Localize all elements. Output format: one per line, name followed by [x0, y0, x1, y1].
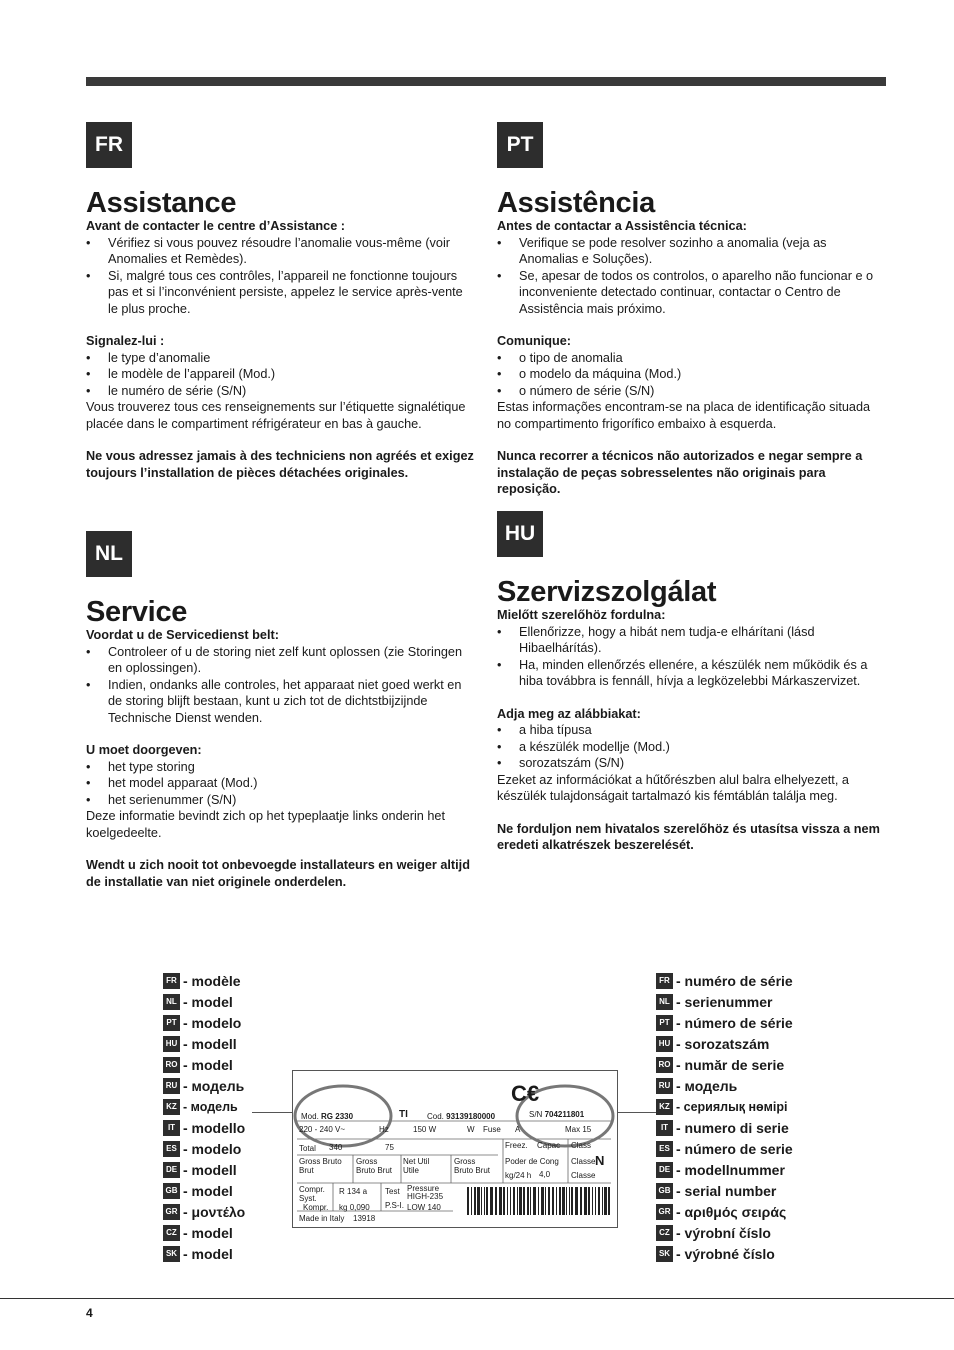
intro-text: Mielőtt szerelőhöz fordulna:	[497, 608, 666, 622]
language-code-badge: RU	[656, 1078, 673, 1094]
language-code-badge: SK	[656, 1246, 673, 1262]
legend-row	[163, 1096, 245, 1117]
list-item: • a készülék modellje (Mod.)	[497, 739, 887, 756]
info-paragraph: Ezeket az információkat a hűtőrészben alul balra elhelyezett, a készülék tulajdonságait tartalmazó kis fémtáblán találja meg.	[497, 772, 849, 803]
language-code-badge: NL	[656, 994, 673, 1010]
list-item: • sorozatszám (S/N)	[497, 755, 887, 772]
list-item: • o número de série (S/N)	[497, 383, 887, 400]
production-code: 13918	[353, 1214, 376, 1223]
report-heading: U moet doorgeven:	[86, 743, 202, 757]
language-code-badge: SK	[163, 1246, 180, 1262]
language-code-badge: GR	[163, 1204, 180, 1220]
power-unit: W	[467, 1125, 475, 1134]
legend-label: - модель	[676, 1077, 738, 1094]
intro-text: Avant de contacter le centre d’Assistance :	[86, 219, 346, 233]
serial-legend	[656, 970, 793, 1264]
gross-label: Gross Bruto Brut	[299, 1157, 342, 1175]
legend-row	[656, 1138, 793, 1159]
list-item: • le numéro de série (S/N)	[86, 383, 476, 400]
list-item: • o tipo de anomalia	[497, 350, 887, 367]
legend-label: - număr de serie	[676, 1056, 785, 1073]
legend-row	[656, 1159, 793, 1180]
list-item: • Se, apesar de todos os controlos, o aparelho não funcionar e o inconveniente detectado continuar, contactar o Centro de Assistência mais próximo.	[497, 268, 887, 318]
legend-label: - αριθμός σειράς	[676, 1203, 787, 1220]
legend-label: - serienummer	[676, 993, 773, 1010]
classe-label: Classe	[571, 1157, 596, 1166]
report-heading: Comunique:	[497, 334, 572, 348]
refrigerant-kg: 0,090	[349, 1203, 370, 1212]
section-fr	[86, 122, 476, 481]
made-in-label: Made in Italy	[299, 1214, 345, 1223]
language-code-badge: FR	[656, 973, 673, 989]
intro-text: Voordat u de Servicedienst belt:	[86, 628, 279, 642]
language-code-badge: CZ	[163, 1225, 180, 1241]
language-badge-nl: NL	[86, 531, 132, 577]
legend-row	[163, 991, 245, 1012]
language-code-badge: ES	[163, 1141, 180, 1157]
rating-plate	[292, 1070, 618, 1228]
language-code-badge: RU	[163, 1078, 180, 1094]
language-code-badge: RO	[163, 1057, 180, 1073]
language-code-badge: FR	[163, 973, 180, 989]
legend-label: - número de série	[676, 1014, 793, 1031]
legend-row	[656, 1117, 793, 1138]
list-item: • Verifique se pode resolver sozinho a anomalia (veja as Anomalias e Soluções).	[497, 235, 887, 268]
legend-row	[656, 1180, 793, 1201]
total-label: Total	[299, 1144, 316, 1153]
section-title: Assistência	[497, 187, 655, 219]
net-value: 75	[385, 1143, 394, 1152]
section-title: Assistance	[86, 187, 237, 219]
class-label: Class	[571, 1141, 592, 1150]
cod-label: Cod.	[427, 1112, 444, 1121]
legend-label: - modellnummer	[676, 1161, 785, 1178]
list-item: • het model apparaat (Mod.)	[86, 775, 476, 792]
mod-label: Mod.	[301, 1112, 319, 1121]
section-hu	[497, 511, 887, 854]
page-number: 4	[86, 1306, 93, 1320]
test-label: Test	[385, 1187, 400, 1196]
legend-label: - model	[183, 993, 233, 1010]
model-value: RG 2330	[321, 1112, 354, 1121]
warning-paragraph: Ne vous adressez jamais à des techniciens non agréés et exigez toujours l’installation de pièces détachées originales.	[86, 449, 474, 480]
kg24-label: kg/24 h	[505, 1171, 532, 1180]
list-item: • o modelo da máquina (Mod.)	[497, 366, 887, 383]
language-code-badge: IT	[656, 1120, 673, 1136]
legend-row	[163, 1012, 245, 1033]
legend-row	[163, 1138, 245, 1159]
info-paragraph: Estas informações encontram-se na placa de identificação situada no compartimento frigorífico embaixo à esquerda.	[497, 400, 871, 431]
legend-label: - sorozatszám	[676, 1035, 770, 1052]
list-item: • het type storing	[86, 759, 476, 776]
refrigerant: R 134 a	[339, 1187, 368, 1196]
report-heading: Adja meg az alábbiakat:	[497, 706, 641, 721]
legend-label: - serial number	[676, 1182, 777, 1199]
legend-label: - model	[183, 1245, 233, 1262]
warning-paragraph: Wendt u zich nooit tot onbevoegde installateurs en weiger altijd de installatie van niet originele onderdelen.	[86, 858, 470, 889]
language-code-badge: GB	[163, 1183, 180, 1199]
legend-label: - model	[183, 1056, 233, 1073]
language-code-badge: DE	[163, 1162, 180, 1178]
model-legend	[163, 970, 245, 1264]
section-nl	[86, 531, 476, 890]
list-item: • het serienummer (S/N)	[86, 792, 476, 809]
legend-row	[656, 1096, 793, 1117]
ce-mark-icon: C€	[511, 1081, 540, 1106]
list-item: • a hiba típusa	[497, 722, 887, 739]
freezing-capacity: 4,0	[539, 1170, 551, 1179]
legend-label: - numero di serie	[676, 1119, 789, 1136]
poder-label: Poder de Cong	[505, 1157, 559, 1166]
gross-label: Gross Bruto Brut	[356, 1157, 393, 1175]
model-connector-line	[252, 1112, 292, 1113]
net-label: Net Util Utile	[403, 1157, 430, 1175]
serial-value: 704211801	[544, 1110, 585, 1119]
bottom-rule	[0, 1298, 954, 1299]
list-item: • le type d’anomalie	[86, 350, 476, 367]
legend-row	[656, 1201, 793, 1222]
legend-label: - modell	[183, 1035, 237, 1052]
language-code-badge: PT	[163, 1015, 180, 1031]
info-paragraph: Deze informatie bevindt zich op het typeplaatje links onderin het koelgedeelte.	[86, 809, 445, 840]
language-code-badge: HU	[656, 1036, 673, 1052]
section-title: Szervizszolgálat	[497, 576, 717, 608]
legend-label: - número de serie	[676, 1140, 793, 1157]
language-code-badge: CZ	[656, 1225, 673, 1241]
language-code-badge: GR	[656, 1204, 673, 1220]
legend-label: - сериялық нөмірі	[676, 1099, 788, 1114]
legend-row	[163, 1054, 245, 1075]
language-code-badge: HU	[163, 1036, 180, 1052]
legend-row	[656, 1054, 793, 1075]
list-item: • Ha, minden ellenőrzés ellenére, a készülék nem működik és a hiba továbbra is fennáll, hívja a legközelebbi Márkaszervizet.	[497, 657, 887, 690]
legend-row	[163, 1033, 245, 1054]
legend-row	[163, 1159, 245, 1180]
legend-row	[163, 970, 245, 991]
language-code-badge: NL	[163, 994, 180, 1010]
legend-label: - modello	[183, 1119, 246, 1136]
list-item: • Vérifiez si vous pouvez résoudre l’anomalie vous-même (voir Anomalies et Remèdes).	[86, 235, 476, 268]
barcode	[465, 1187, 615, 1217]
legend-row	[656, 970, 793, 991]
kompr-label: Kompr.	[303, 1203, 329, 1212]
legend-label: - modell	[183, 1161, 237, 1178]
voltage: 220 - 240 V~	[299, 1125, 346, 1134]
fuse-label: Fuse	[483, 1125, 501, 1134]
ti-label: TI	[399, 1109, 408, 1120]
cod-value: 93139180000	[446, 1112, 496, 1121]
top-rule	[86, 77, 886, 86]
high-pressure: HIGH-235	[407, 1192, 444, 1201]
language-badge-pt: PT	[497, 122, 543, 168]
legend-label: - numéro de série	[676, 972, 793, 989]
amp-label: A	[515, 1125, 521, 1134]
legend-label: - výrobné číslo	[676, 1245, 775, 1262]
legend-label: - μοντέλο	[183, 1203, 246, 1220]
legend-row	[656, 1033, 793, 1054]
serial-connector-line	[616, 1112, 656, 1113]
warning-paragraph: Ne forduljon nem hivatalos szerelőhöz és utasítsa vissza a nem eredeti alkatrészek beszerelését.	[497, 821, 880, 852]
power: 150 W	[413, 1125, 437, 1134]
climate-class: N	[595, 1153, 605, 1168]
legend-label: - modelo	[183, 1014, 242, 1031]
legend-row	[163, 1117, 245, 1138]
language-badge-fr: FR	[86, 122, 132, 168]
pressure-label: Pressure	[407, 1184, 440, 1193]
legend-label: - modelo	[183, 1140, 242, 1157]
legend-row	[163, 1222, 245, 1243]
legend-label: - model	[183, 1182, 233, 1199]
language-badge-hu: HU	[497, 511, 543, 557]
legend-label: - model	[183, 1224, 233, 1241]
section-title: Service	[86, 596, 188, 628]
total-value: 340	[329, 1143, 343, 1152]
compr-label: Compr. Syst.	[299, 1185, 325, 1203]
language-code-badge: ES	[656, 1141, 673, 1157]
legend-label: - модель	[183, 1099, 238, 1114]
legend-label: - výrobní číslo	[676, 1224, 771, 1241]
classe-label: Classe	[571, 1171, 596, 1180]
gross-label: Gross Bruto Brut	[454, 1157, 491, 1175]
list-item: • Controleer of u de storing niet zelf kunt oplossen (zie Storingen en oplossingen).	[86, 644, 476, 677]
language-code-badge: RO	[656, 1057, 673, 1073]
legend-label: - modèle	[183, 972, 241, 989]
list-item: • le modèle de l’appareil (Mod.)	[86, 366, 476, 383]
legend-row	[656, 1075, 793, 1096]
frequency: Hz	[379, 1125, 389, 1134]
psi-label: P.S-I.	[385, 1201, 404, 1210]
section-pt	[497, 122, 887, 498]
language-code-badge: IT	[163, 1120, 180, 1136]
sn-label: S/N	[529, 1110, 543, 1119]
legend-row	[656, 991, 793, 1012]
language-code-badge: DE	[656, 1162, 673, 1178]
low-pressure: LOW 140	[407, 1203, 441, 1212]
legend-row	[656, 1012, 793, 1033]
legend-row	[163, 1201, 245, 1222]
info-paragraph: Vous trouverez tous ces renseignements sur l’étiquette signalétique placée dans le compartiment réfrigérateur en bas à gauche.	[86, 400, 466, 431]
language-code-badge: KZ	[163, 1099, 180, 1115]
capac-label: Capac	[537, 1141, 561, 1150]
list-item: • Ellenőrizze, hogy a hibát nem tudja-e elhárítani (lásd Hibaelhárítás).	[497, 624, 887, 657]
language-code-badge: KZ	[656, 1099, 673, 1115]
legend-row	[656, 1243, 793, 1264]
legend-row	[656, 1222, 793, 1243]
language-code-badge: GB	[656, 1183, 673, 1199]
kg-label: kg	[339, 1203, 348, 1212]
intro-text: Antes de contactar a Assistência técnica:	[497, 219, 747, 233]
list-item: • Si, malgré tous ces contrôles, l’appareil ne fonctionne toujours pas et si l’inconvénient persiste, appelez le service après-vente le plus proche.	[86, 268, 476, 318]
legend-row	[163, 1180, 245, 1201]
freez-label: Freez.	[505, 1141, 528, 1150]
list-item: • Indien, ondanks alle controles, het apparaat niet goed werkt en de storing blijft bestaan, kunt u zich tot de dichtstbijzijnde Technische Dienst wenden.	[86, 677, 476, 727]
language-code-badge: PT	[656, 1015, 673, 1031]
warning-paragraph: Nunca recorrer a técnicos não autorizados e negar sempre a instalação de peças sobresselentes não originais para reposição.	[497, 449, 863, 496]
legend-row	[163, 1243, 245, 1264]
max-label: Max 15	[565, 1125, 592, 1134]
legend-label: - модель	[183, 1077, 245, 1094]
legend-row	[163, 1075, 245, 1096]
report-heading: Signalez-lui :	[86, 334, 165, 348]
